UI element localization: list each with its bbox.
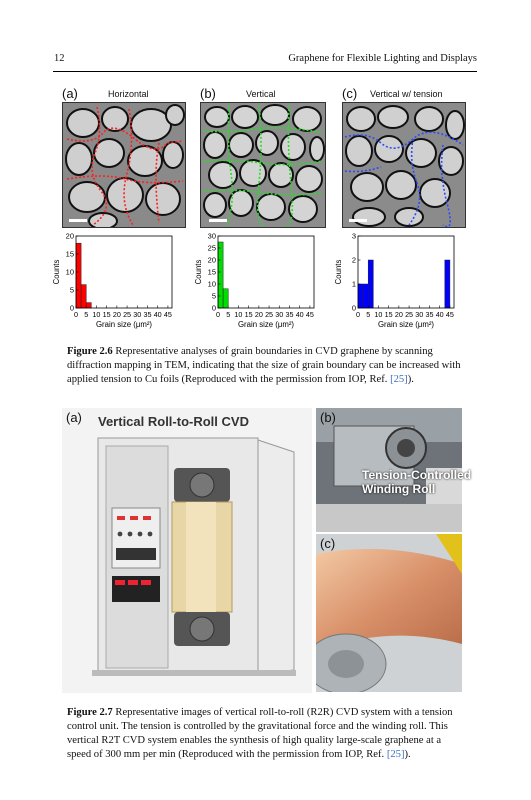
panel-a-label: (a) [62, 86, 78, 101]
x-tick-label: 20 [112, 310, 121, 319]
x-axis-label: Grain size (μm²) [95, 320, 153, 329]
histogram-vertical-tension [324, 228, 466, 336]
panel-c-label: (c) [342, 86, 358, 101]
histogram-vertical [184, 228, 322, 336]
histogram-bar [363, 284, 368, 308]
photo-r2r-cvd-system [62, 408, 312, 693]
y-tick-label: 15 [65, 249, 74, 259]
x-tick-label: 20 [254, 310, 263, 319]
x-tick-label: 25 [405, 310, 414, 319]
x-tick-label: 25 [123, 310, 132, 319]
fig7-panel-a-label: (a) [66, 410, 82, 425]
y-tick-label: 0 [351, 303, 356, 313]
plot-frame [76, 236, 172, 308]
histogram-bar [358, 284, 363, 308]
x-tick-label: 35 [143, 310, 152, 319]
histogram-bar [218, 242, 223, 308]
x-tick-label: 15 [244, 310, 253, 319]
fig7-panel-c-label: (c) [320, 536, 336, 551]
x-tick-label: 40 [153, 310, 162, 319]
y-tick-label: 10 [207, 279, 216, 289]
winding-roll-overlay-line-1: Tension-Controlled [362, 468, 472, 482]
y-tick-label: 1 [351, 279, 356, 289]
x-tick-label: 40 [435, 310, 444, 319]
x-tick-label: 10 [234, 310, 243, 319]
panel-c-title: Vertical w/ tension [370, 89, 443, 99]
panel-b-label: (b) [200, 86, 216, 101]
x-tick-label: 45 [163, 310, 172, 319]
figure-2-7-caption-text: Representative images of vertical roll-to-roll (R2R) CVD system with a tension control unit. The tension is controlled by the gravitational force and the winding roll. This vertical R2T CVD system enables the synthesis of high quality large-scale graphene at a speed of 300 mm per min (Reproduced with the permission from IOP, Ref. [67, 707, 453, 760]
x-tick-label: 10 [374, 310, 383, 319]
histogram-horizontal [42, 228, 180, 336]
histogram-bar [445, 260, 450, 308]
y-tick-label: 25 [207, 243, 216, 253]
y-axis-label: Counts [194, 259, 203, 285]
x-tick-label: 45 [445, 310, 454, 319]
y-tick-label: 5 [69, 285, 74, 295]
x-tick-label: 35 [285, 310, 294, 319]
histogram-bar [368, 260, 373, 308]
x-axis-label: Grain size (μm²) [237, 320, 295, 329]
x-tick-label: 25 [265, 310, 274, 319]
y-axis-label: Counts [334, 259, 343, 285]
figure-2-7-label: Figure 2.7 [67, 707, 113, 718]
y-axis-label: Counts [52, 259, 61, 285]
x-tick-label: 30 [275, 310, 284, 319]
y-tick-label: 30 [207, 231, 216, 241]
figure-2-6-caption [67, 345, 467, 387]
x-tick-label: 40 [295, 310, 304, 319]
plot-frame [218, 236, 314, 308]
x-tick-label: 15 [102, 310, 111, 319]
y-tick-label: 2 [351, 255, 356, 265]
figure-2-7-caption-end: ). [404, 749, 411, 760]
histogram-bar [81, 285, 86, 308]
x-tick-label: 30 [415, 310, 424, 319]
x-tick-label: 45 [305, 310, 314, 319]
x-tick-label: 10 [92, 310, 101, 319]
panel-b-title: Vertical [246, 89, 276, 99]
y-tick-label: 20 [65, 231, 74, 241]
x-tick-label: 0 [356, 310, 360, 319]
x-axis-label: Grain size (μm²) [377, 320, 435, 329]
winding-roll-overlay-line-2: Winding Roll [362, 482, 436, 496]
y-tick-label: 10 [65, 267, 74, 277]
winding-roll-overlay [362, 468, 471, 496]
x-tick-label: 5 [84, 310, 89, 319]
tem-image-horizontal [62, 102, 186, 228]
figure-2-6-caption-end: ). [407, 374, 414, 385]
x-tick-label: 30 [133, 310, 142, 319]
fig7-panel-b-label: (b) [320, 410, 336, 425]
x-tick-label: 5 [226, 310, 231, 319]
running-title: Graphene for Flexible Lighting and Displays [288, 53, 477, 64]
x-tick-label: 20 [394, 310, 403, 319]
x-tick-label: 0 [74, 310, 78, 319]
y-tick-label: 5 [211, 291, 216, 301]
fig7-panel-a-title: Vertical Roll-to-Roll CVD [98, 414, 249, 429]
panel-a-title: Horizontal [108, 89, 149, 99]
figure-2-7 [62, 408, 472, 693]
y-tick-label: 0 [69, 303, 74, 313]
figure-2-7-caption [67, 706, 467, 762]
y-tick-label: 20 [207, 255, 216, 265]
y-tick-label: 15 [207, 267, 216, 277]
header-rule [53, 71, 477, 72]
histogram-bar [223, 289, 228, 308]
y-tick-label: 3 [351, 231, 356, 241]
tem-image-vertical-tension [342, 102, 466, 228]
y-tick-label: 0 [211, 303, 216, 313]
x-tick-label: 15 [384, 310, 393, 319]
x-tick-label: 5 [366, 310, 371, 319]
x-tick-label: 35 [425, 310, 434, 319]
figure-2-7-ref-link[interactable]: [25] [386, 749, 405, 760]
page-number: 12 [54, 53, 65, 64]
photo-copper-foil [316, 534, 462, 692]
histogram-bar [76, 243, 81, 308]
tem-image-vertical [200, 102, 326, 228]
figure-2-6-ref-link[interactable]: [25] [390, 374, 408, 385]
figure-2-6-caption-text: Representative analyses of grain boundaries in CVD graphene by scanning diffraction mapping in TEM, indicating that the size of grain boundary can be increased with applied tension to Cu foils (Reproduced with the permission from IOP, Ref. [67, 346, 461, 385]
x-tick-label: 0 [216, 310, 220, 319]
figure-2-6-label: Figure 2.6 [67, 346, 113, 357]
histogram-bar [86, 303, 91, 308]
